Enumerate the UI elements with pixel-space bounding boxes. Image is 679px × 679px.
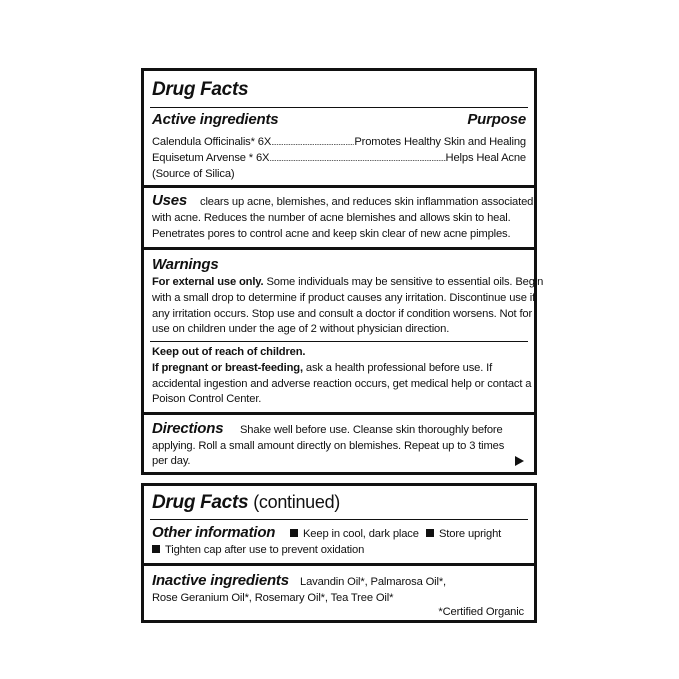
active-ingredient-row <box>152 151 526 167</box>
inactive-line: Lavandin Oil*, Palmarosa Oil*, <box>300 576 446 588</box>
section-divider <box>144 247 534 250</box>
other-info-item <box>426 527 501 543</box>
ingredient-purpose: Promotes Healthy Skin and Healing <box>354 136 526 148</box>
section-divider <box>144 563 534 566</box>
pregnant-line: Poison Control Center. <box>152 393 262 405</box>
uses-heading: Uses <box>152 192 188 209</box>
title-rule <box>150 107 528 108</box>
drug-facts-title: Drug Facts <box>152 79 249 100</box>
active-ingredients-heading: Active ingredients <box>152 111 279 128</box>
other-info-text: Keep in cool, dark place <box>303 528 419 540</box>
continued-arrow-icon <box>515 456 524 466</box>
ingredient-purpose: Helps Heal Acne <box>445 152 526 164</box>
uses-line: clears up acne, blemishes, and reduces skin inflammation associated <box>200 196 534 208</box>
other-information-heading: Other information <box>152 524 276 541</box>
active-ingredient-row <box>152 135 526 151</box>
title-rule <box>150 519 528 520</box>
leader-dots <box>269 151 445 167</box>
warnings-divider <box>150 341 528 342</box>
directions-line: Shake well before use. Cleanse skin thoroughly before <box>240 424 503 436</box>
pregnant-text: ask a health professional before use. If <box>305 362 493 374</box>
section-divider <box>144 185 534 188</box>
warnings-line <box>152 275 543 291</box>
section-divider <box>144 412 534 415</box>
drug-facts-continued-title <box>152 492 340 514</box>
directions-heading: Directions <box>152 420 224 437</box>
certified-organic-note: *Certified Organic <box>438 606 524 618</box>
pregnant-line <box>152 361 492 377</box>
drug-facts-panel <box>141 68 544 475</box>
warnings-heading: Warnings <box>152 256 219 273</box>
active-note: (Source of Silica) <box>152 168 235 180</box>
other-info-item <box>152 543 364 559</box>
drug-facts-continued-panel <box>141 483 537 623</box>
external-use-text: Some individuals may be sensitive to essential oils. Begin <box>266 276 544 288</box>
leader-dots <box>271 135 354 151</box>
warnings-line: any irritation occurs. Stop use and consult a doctor if condition worsens. Not for <box>152 308 533 320</box>
uses-line: with acne. Reduces the number of acne blemishes and allows skin to heal. <box>152 212 511 224</box>
bullet-square-icon <box>290 529 298 537</box>
other-info-text: Tighten cap after use to prevent oxidation <box>165 544 365 556</box>
bullet-square-icon <box>426 529 434 537</box>
ingredient-name: Equisetum Arvense * 6X <box>152 152 270 164</box>
pregnant-line: accidental ingestion and adverse reaction occurs, get medical help or contact a <box>152 378 532 390</box>
pregnant-label: If pregnant or breast-feeding, <box>152 362 303 374</box>
keep-out-of-reach: Keep out of reach of children. <box>152 346 306 358</box>
other-info-text: Store upright <box>439 528 502 540</box>
bullet-square-icon <box>152 545 160 553</box>
purpose-heading: Purpose <box>467 111 526 128</box>
external-use-label: For external use only. <box>152 276 264 288</box>
continued-title-main: Drug Facts <box>152 492 249 513</box>
inactive-line: Rose Geranium Oil*, Rosemary Oil*, Tea Tree Oil* <box>152 592 394 604</box>
warnings-line: use on children under the age of 2 without physician direction. <box>152 323 450 335</box>
other-info-item <box>290 527 419 543</box>
inactive-ingredients-heading: Inactive ingredients <box>152 572 289 589</box>
directions-line: applying. Roll a small amount directly on blemishes. Repeat up to 3 times <box>152 440 505 452</box>
continued-title-suffix: (continued) <box>253 492 340 512</box>
directions-line: per day. <box>152 455 191 467</box>
ingredient-name: Calendula Officinalis* 6X <box>152 136 272 148</box>
warnings-line: with a small drop to determine if product causes any irritation. Discontinue use if <box>152 292 536 304</box>
uses-line: Penetrates pores to control acne and keep skin clear of new acne pimples. <box>152 228 511 240</box>
